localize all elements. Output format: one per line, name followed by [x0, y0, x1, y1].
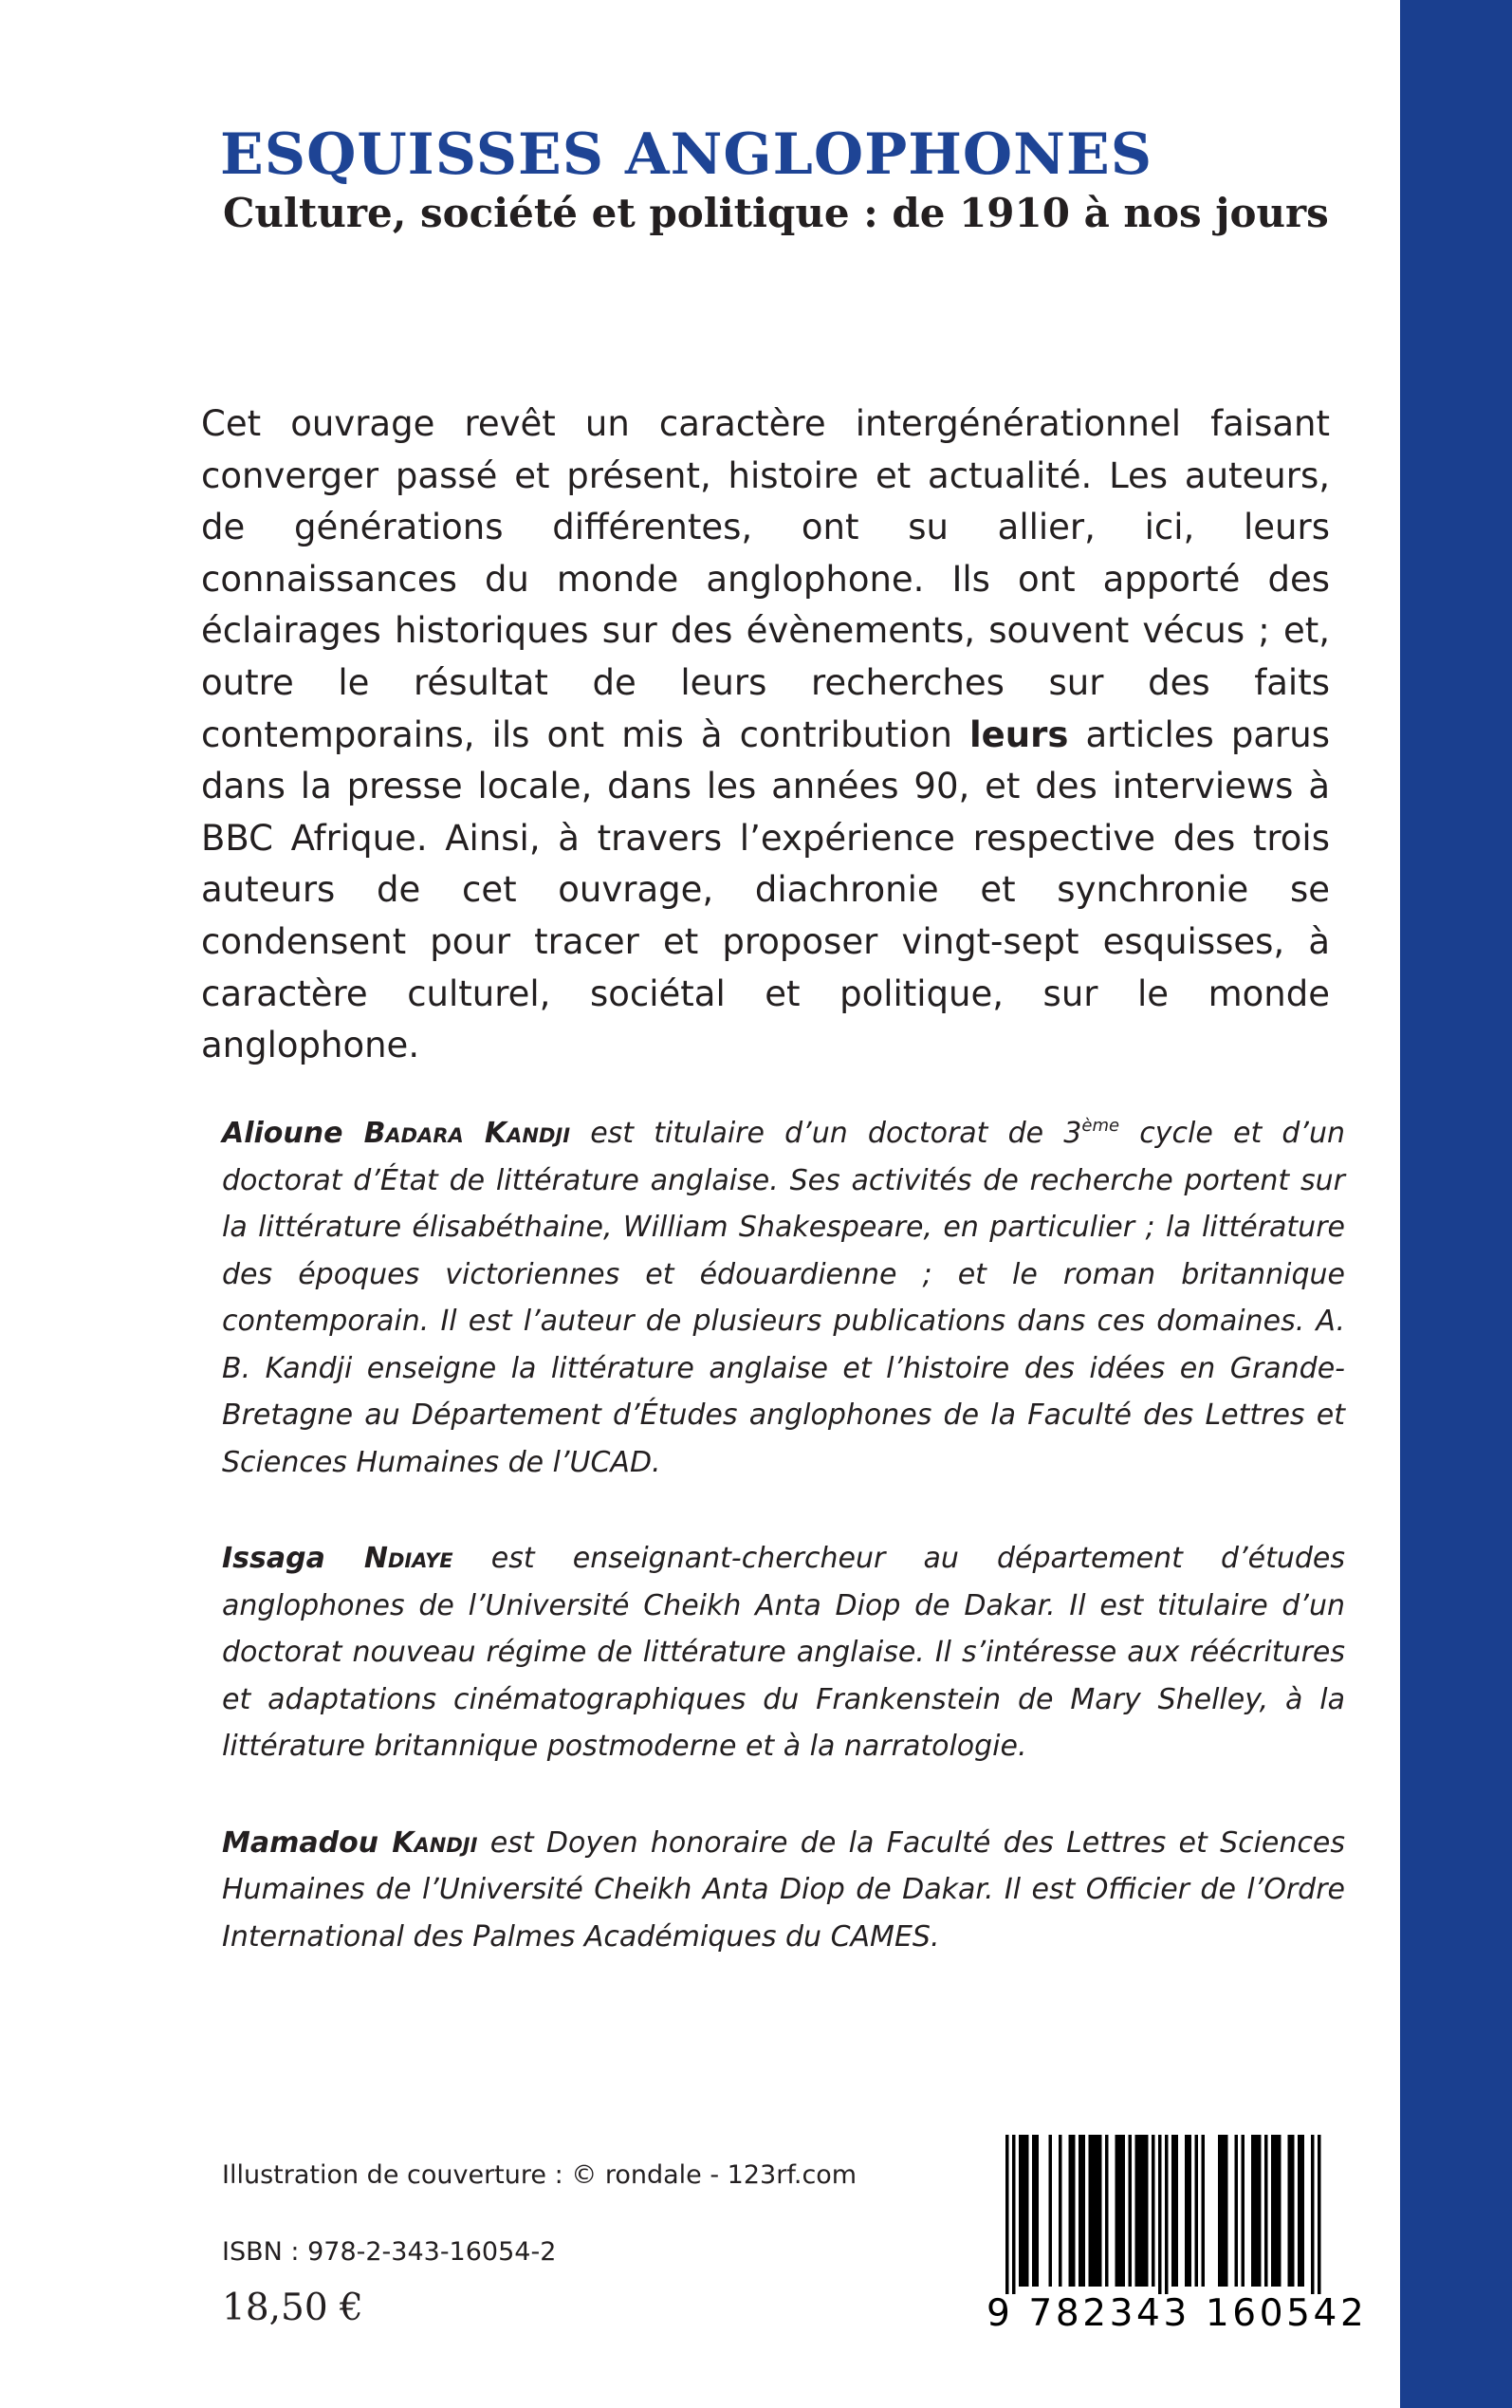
- barcode-bar: [1288, 2135, 1292, 2287]
- barcode-bar: [1275, 2135, 1279, 2287]
- author-first-name: Alioune: [222, 1117, 343, 1150]
- author-bio-kandji-alioune: [222, 1110, 1345, 1486]
- barcode-bar: [1005, 2135, 1009, 2294]
- author-bio-kandji-mamadou: [222, 1820, 1345, 1961]
- summary-text-end: articles parus dans la presse locale, dans les années 90, et des interviews à BBC Afrique. Ainsi, à travers l’expérience respective des trois auteurs de cet ouvrage, diachronie et synchronie se condensent pour tracer et proposer vingt-sept esquisses, à caractère culturel, sociétal et politique, sur le monde anglophone.: [201, 713, 1330, 1066]
- barcode-bar: [1092, 2135, 1096, 2287]
- barcode-bar: [1152, 2135, 1155, 2287]
- author-bio-text: est Doyen honoraire de la Faculté des Lettres et Sciences Humaines de l’Université Cheikh Anta Diop de Dakar. Il est Officier de l’Ordre International des Palmes Académiques du CAMES.: [222, 1825, 1345, 1954]
- barcode-bar: [1036, 2135, 1040, 2287]
- barcode-bar: [1138, 2135, 1142, 2287]
- barcode-bar: [1158, 2135, 1162, 2294]
- barcode-bar: [1271, 2135, 1275, 2287]
- barcode-bar: [1195, 2135, 1199, 2287]
- barcode-bars: [986, 2131, 1334, 2294]
- barcode-bar: [1264, 2135, 1268, 2287]
- author-surname: Ndiaye: [363, 1542, 453, 1575]
- barcode-bar: [1298, 2135, 1301, 2287]
- author-name: [222, 1117, 570, 1150]
- barcode-bar: [1012, 2135, 1016, 2294]
- ordinal-superscript: ème: [1081, 1116, 1120, 1136]
- barcode-bar: [1255, 2135, 1259, 2287]
- book-subtitle: Culture, société et politique : de 1910 à nos jours: [223, 190, 1329, 236]
- barcode-bar: [1072, 2135, 1076, 2287]
- barcode-bar: [1025, 2135, 1029, 2287]
- barcode-bar: [1023, 2135, 1026, 2287]
- back-cover-summary: [201, 398, 1330, 1072]
- barcode-bar: [1222, 2135, 1226, 2287]
- barcode-bar: [1032, 2135, 1036, 2287]
- barcode-bar: [1242, 2135, 1245, 2287]
- barcode-bar: [1122, 2135, 1126, 2287]
- barcode-bar: [1049, 2135, 1053, 2287]
- barcode-bar: [1079, 2135, 1082, 2287]
- barcode-bar: [1225, 2135, 1228, 2287]
- barcode-bar: [1235, 2135, 1239, 2287]
- barcode-bar: [1096, 2135, 1099, 2287]
- barcode-bar: [1175, 2135, 1179, 2287]
- barcode-bar: [1142, 2135, 1146, 2287]
- barcode: [986, 2131, 1368, 2340]
- barcode-bar: [1189, 2135, 1192, 2287]
- author-bio-text: est titulaire d’un doctorat de 3: [570, 1117, 1082, 1150]
- author-name: [222, 1542, 453, 1575]
- author-bio-text: est enseignant-chercheur au département d’études anglophones de l’Université Cheikh Anta Diop de Dakar. Il est titulaire d’un doctorat nouveau régime de littérature anglaise. Il s’intéresse aux réécritures et adaptations cinématographiques du Frankenstein de Mary Shelley, à la littérature britannique postmoderne et à la narratologie.: [222, 1542, 1345, 1763]
- barcode-bar: [1135, 2135, 1139, 2287]
- barcode-bar: [1311, 2135, 1315, 2294]
- barcode-bar: [1318, 2135, 1321, 2294]
- barcode-bar: [1185, 2135, 1189, 2287]
- summary-text-start: Cet ouvrage revêt un caractère intergénérationnel faisant converger passé et présent, histoire et actualité. Les auteurs, de générations différentes, ont su allier, ici, leurs connaissances du monde anglophone. Ils ont apporté des éclairages historiques sur des évènements, souvent vécus ; et, outre le résultat de leurs recherches sur des faits contemporains, ils ont mis à contribution: [201, 403, 1330, 755]
- barcode-bar: [1116, 2135, 1119, 2287]
- barcode-bar: [1301, 2135, 1305, 2287]
- barcode-bar: [1291, 2135, 1295, 2287]
- barcode-bar: [1165, 2135, 1169, 2294]
- author-first-name: Issaga: [222, 1542, 325, 1575]
- spine-band: [1400, 0, 1512, 2408]
- summary-bold-word: leurs: [968, 713, 1069, 755]
- barcode-bar: [1278, 2135, 1282, 2287]
- barcode-bar: [1218, 2135, 1222, 2287]
- isbn: ISBN : 978-2-343-16054-2: [222, 2237, 557, 2267]
- author-bio-text-continued: cycle et d’un doctorat d’État de littérature anglaise. Ses activités de recherche portent sur la littérature élisabéthaine, William Shakespeare, en particulier ; la littérature des époques victoriennes et édouardienne ; et le roman britannique contemporain. Il est l’auteur de plusieurs publications dans ces domaines. A. B. Kandji enseigne la littérature anglaise et l’histoire des idées en Grande-Bretagne au Département d’Études anglophones de la Faculté des Lettres et Sciences Humaines de l’UCAD.: [222, 1117, 1345, 1479]
- barcode-bar: [1202, 2135, 1206, 2287]
- barcode-bar: [1098, 2135, 1102, 2287]
- barcode-bar: [1082, 2135, 1086, 2287]
- book-title: ESQUISSES ANGLOPHONES: [220, 121, 1153, 188]
- barcode-bar: [1258, 2135, 1262, 2287]
- barcode-bar: [1251, 2135, 1255, 2287]
- barcode-bar: [1089, 2135, 1093, 2287]
- barcode-bar: [1059, 2135, 1062, 2287]
- barcode-bar: [1069, 2135, 1073, 2287]
- barcode-bar: [1129, 2135, 1133, 2287]
- author-bio-ndiaye: [222, 1535, 1345, 1770]
- author-name: [222, 1826, 477, 1860]
- barcode-bar: [1019, 2135, 1023, 2287]
- illustration-credit: Illustration de couverture : © rondale - 123rf.com: [222, 2160, 857, 2190]
- barcode-bar: [1118, 2135, 1122, 2287]
- barcode-digits: 9 782343 160542: [986, 2292, 1368, 2335]
- author-bios: [222, 1110, 1345, 2010]
- barcode-bar: [1171, 2135, 1175, 2287]
- author-first-name: Mamadou: [222, 1825, 379, 1860]
- barcode-bar: [1145, 2135, 1149, 2287]
- price: 18,50 €: [222, 2287, 363, 2329]
- barcode-bar: [1105, 2135, 1109, 2287]
- author-surname: Badara Kandji: [363, 1117, 571, 1150]
- author-surname: Kandji: [392, 1825, 478, 1860]
